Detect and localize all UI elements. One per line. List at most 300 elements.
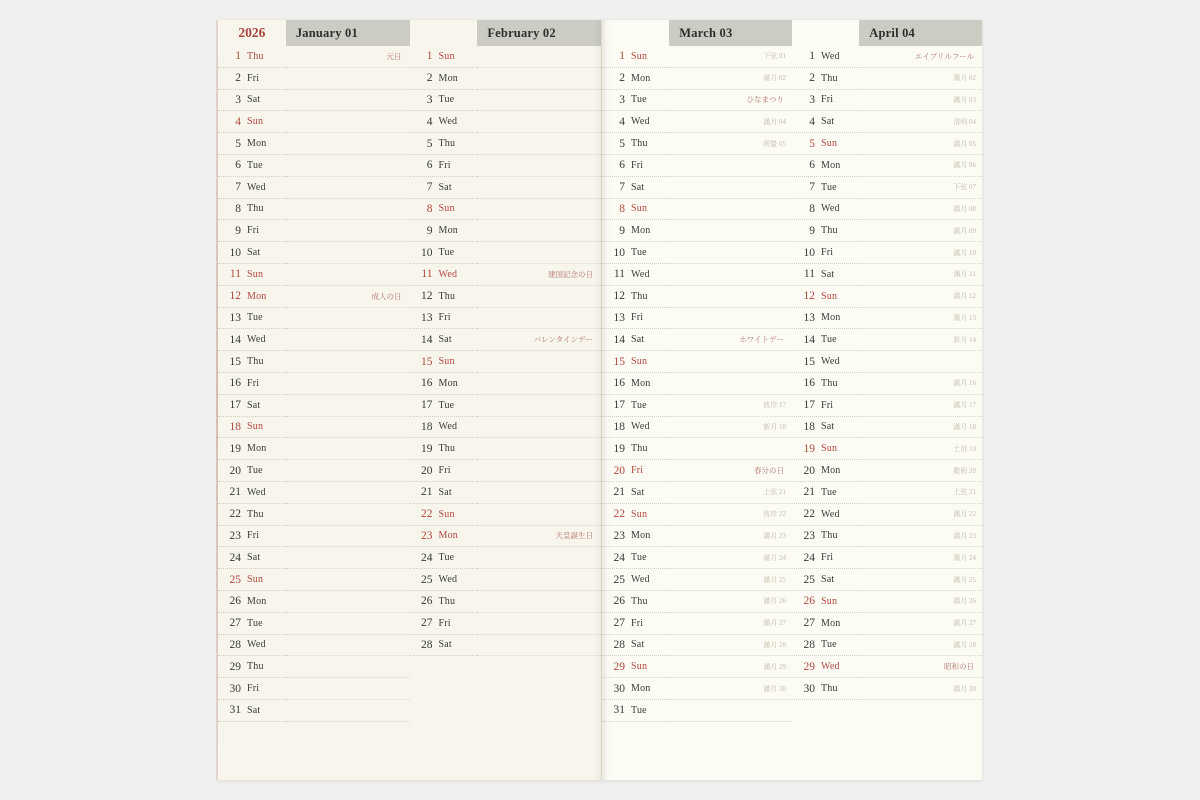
day-row[interactable] — [792, 90, 859, 112]
day-row[interactable] — [410, 460, 478, 482]
note-row[interactable] — [669, 111, 792, 133]
note-row[interactable] — [286, 656, 410, 678]
weekday-label: Sun — [438, 203, 455, 215]
note-row[interactable] — [477, 111, 601, 133]
note-row[interactable] — [859, 177, 982, 199]
note-row[interactable] — [477, 613, 601, 635]
day-row[interactable] — [602, 220, 669, 242]
day-row[interactable] — [410, 199, 478, 221]
day-row[interactable] — [410, 591, 478, 613]
note-row[interactable] — [286, 438, 410, 460]
day-row[interactable] — [410, 351, 478, 373]
note-row[interactable] — [669, 591, 792, 613]
note-row[interactable] — [669, 308, 792, 330]
day-row[interactable] — [792, 308, 859, 330]
note-row[interactable] — [286, 417, 410, 439]
note-row[interactable] — [859, 329, 982, 351]
day-number: 31 — [613, 704, 625, 717]
note-row[interactable] — [859, 635, 982, 657]
almanac-label: 滿月 09 — [953, 226, 976, 235]
note-row[interactable] — [669, 155, 792, 177]
day-row[interactable] — [218, 199, 286, 221]
almanac-label: 下弦 01 — [763, 52, 786, 61]
almanac-label: 上弦 21 — [763, 488, 786, 497]
day-row[interactable] — [792, 329, 859, 351]
note-row[interactable] — [286, 591, 410, 613]
weekday-label: Tue — [247, 312, 263, 324]
note-row[interactable] — [669, 678, 792, 700]
weekday-label: Tue — [438, 247, 455, 259]
note-filler — [477, 678, 601, 700]
note-row[interactable] — [286, 613, 410, 635]
day-row[interactable] — [410, 220, 478, 242]
day-number: 22 — [421, 508, 433, 521]
day-row[interactable] — [602, 547, 669, 569]
day-number: 4 — [235, 115, 241, 128]
note-row[interactable] — [859, 678, 982, 700]
day-row[interactable] — [602, 526, 669, 548]
note-row[interactable] — [477, 286, 601, 308]
day-row[interactable] — [218, 700, 286, 722]
weekday-label: Wed — [247, 334, 266, 346]
note-row[interactable] — [477, 220, 601, 242]
weekday-label: Wed — [821, 661, 840, 673]
note-row[interactable] — [859, 417, 982, 439]
day-row[interactable] — [218, 438, 286, 460]
weekday-label: Fri — [247, 683, 260, 694]
day-row[interactable] — [792, 656, 859, 678]
note-row[interactable] — [477, 155, 601, 177]
day-row[interactable] — [410, 547, 478, 569]
note-row[interactable] — [286, 569, 410, 591]
note-row[interactable] — [477, 482, 601, 504]
day-row[interactable] — [218, 133, 286, 155]
day-filler — [792, 700, 859, 722]
note-row[interactable] — [859, 547, 982, 569]
day-row[interactable] — [218, 46, 286, 68]
note-row[interactable] — [669, 656, 792, 678]
note-row[interactable] — [286, 220, 410, 242]
day-row[interactable] — [602, 591, 669, 613]
note-row[interactable] — [477, 46, 601, 68]
note-row[interactable] — [859, 591, 982, 613]
note-row[interactable] — [477, 177, 601, 199]
note-row[interactable] — [286, 504, 410, 526]
almanac-label: 滿月 27 — [953, 619, 976, 628]
note-row[interactable] — [477, 351, 601, 373]
weekday-label: Sat — [631, 486, 645, 498]
note-row[interactable] — [477, 504, 601, 526]
almanac-label: 滿月 05 — [953, 139, 976, 148]
day-row[interactable] — [602, 635, 669, 657]
day-row[interactable] — [602, 46, 669, 68]
note-row[interactable] — [477, 199, 601, 221]
day-number: 12 — [613, 290, 625, 303]
day-row[interactable] — [410, 482, 478, 504]
note-row[interactable] — [859, 155, 982, 177]
day-number: 14 — [229, 333, 241, 346]
day-row[interactable] — [602, 373, 669, 395]
note-row[interactable] — [669, 417, 792, 439]
day-row[interactable] — [792, 482, 859, 504]
day-row[interactable] — [410, 613, 478, 635]
day-row[interactable] — [410, 111, 478, 133]
note-row[interactable] — [286, 111, 410, 133]
note-row[interactable] — [286, 155, 410, 177]
note-row[interactable] — [669, 199, 792, 221]
day-row[interactable] — [218, 351, 286, 373]
day-row[interactable] — [602, 504, 669, 526]
day-row[interactable] — [792, 220, 859, 242]
day-row[interactable] — [792, 133, 859, 155]
note-row[interactable] — [669, 46, 792, 68]
day-row[interactable] — [218, 613, 286, 635]
almanac-label: 滿月 22 — [953, 510, 976, 519]
note-row[interactable] — [286, 482, 410, 504]
day-row[interactable] — [218, 678, 286, 700]
note-row[interactable] — [477, 635, 601, 657]
note-row[interactable] — [286, 395, 410, 417]
note-row[interactable] — [859, 133, 982, 155]
day-row[interactable] — [792, 591, 859, 613]
day-row[interactable] — [218, 220, 286, 242]
note-row[interactable] — [859, 286, 982, 308]
day-number: 2 — [426, 72, 433, 85]
weekday-label: Wed — [247, 486, 266, 498]
day-row[interactable] — [410, 438, 478, 460]
note-row[interactable] — [859, 613, 982, 635]
day-row[interactable] — [410, 329, 478, 351]
day-number: 13 — [229, 311, 241, 324]
note-row[interactable] — [859, 351, 982, 373]
day-row[interactable] — [410, 133, 478, 155]
event-label: 元日 — [386, 51, 402, 61]
day-row[interactable] — [218, 591, 286, 613]
day-row[interactable] — [792, 526, 859, 548]
day-row[interactable] — [218, 177, 286, 199]
day-row[interactable] — [218, 656, 286, 678]
note-row[interactable] — [286, 199, 410, 221]
note-row[interactable] — [286, 547, 410, 569]
day-row[interactable] — [792, 635, 859, 657]
day-row[interactable] — [602, 155, 669, 177]
day-row[interactable] — [602, 329, 669, 351]
day-row[interactable] — [792, 460, 859, 482]
day-number: 2 — [809, 72, 815, 85]
day-row[interactable] — [218, 417, 286, 439]
note-row[interactable] — [286, 90, 410, 112]
note-row[interactable] — [477, 460, 601, 482]
day-number: 21 — [613, 486, 625, 499]
note-row[interactable] — [859, 504, 982, 526]
day-row[interactable] — [792, 613, 859, 635]
note-row[interactable] — [859, 308, 982, 330]
note-row[interactable] — [477, 569, 601, 591]
note-row[interactable] — [286, 242, 410, 264]
note-filler — [477, 700, 601, 722]
note-row[interactable] — [477, 547, 601, 569]
note-row[interactable] — [286, 351, 410, 373]
day-row[interactable] — [602, 678, 669, 700]
day-row[interactable] — [218, 373, 286, 395]
note-row[interactable] — [286, 68, 410, 90]
day-row[interactable] — [792, 46, 859, 68]
day-number: 22 — [803, 508, 815, 521]
note-row[interactable] — [477, 264, 601, 286]
day-number: 7 — [809, 181, 815, 194]
note-row[interactable] — [286, 526, 410, 548]
note-row[interactable] — [669, 90, 792, 112]
day-row[interactable] — [410, 46, 478, 68]
note-row[interactable] — [859, 395, 982, 417]
day-row[interactable] — [410, 90, 478, 112]
day-row[interactable] — [410, 569, 478, 591]
almanac-label: 滿月 02 — [763, 74, 786, 83]
weekday-label: Sun — [821, 138, 838, 150]
note-row[interactable] — [859, 569, 982, 591]
day-number: 13 — [421, 311, 433, 324]
note-row[interactable] — [669, 526, 792, 548]
day-number: 17 — [229, 399, 241, 412]
day-list — [410, 46, 478, 722]
note-row[interactable] — [859, 482, 982, 504]
day-row[interactable] — [792, 155, 859, 177]
note-row[interactable] — [286, 133, 410, 155]
note-row[interactable] — [859, 656, 982, 678]
note-row[interactable] — [286, 46, 410, 68]
day-number: 3 — [235, 93, 241, 106]
day-row[interactable] — [218, 90, 286, 112]
note-row[interactable] — [477, 329, 601, 351]
day-row[interactable] — [410, 417, 478, 439]
column-head-blank — [410, 20, 478, 46]
day-row[interactable] — [218, 286, 286, 308]
day-row[interactable] — [792, 547, 859, 569]
note-row[interactable] — [859, 111, 982, 133]
note-row[interactable] — [477, 68, 601, 90]
day-row[interactable] — [602, 438, 669, 460]
weekday-label: Sun — [438, 508, 455, 520]
weekday-label: Fri — [438, 617, 451, 629]
note-row[interactable] — [286, 460, 410, 482]
day-row[interactable] — [602, 417, 669, 439]
note-row[interactable] — [477, 242, 601, 264]
note-row[interactable] — [859, 460, 982, 482]
day-row[interactable] — [792, 438, 859, 460]
note-row[interactable] — [477, 90, 601, 112]
day-row[interactable] — [602, 90, 669, 112]
day-row[interactable] — [410, 373, 478, 395]
day-row[interactable] — [410, 635, 478, 657]
day-row[interactable] — [410, 177, 478, 199]
day-row[interactable] — [602, 111, 669, 133]
day-row[interactable] — [602, 264, 669, 286]
note-row[interactable] — [669, 482, 792, 504]
note-row[interactable] — [286, 635, 410, 657]
day-row[interactable] — [218, 264, 286, 286]
note-row[interactable] — [859, 526, 982, 548]
weekday-label: Thu — [821, 377, 838, 389]
day-row[interactable] — [792, 242, 859, 264]
day-row[interactable] — [792, 373, 859, 395]
day-row[interactable] — [410, 155, 478, 177]
day-row[interactable] — [218, 155, 286, 177]
day-row[interactable] — [602, 395, 669, 417]
day-row[interactable] — [602, 133, 669, 155]
note-row[interactable] — [477, 526, 601, 548]
almanac-label: 滿月 13 — [953, 313, 976, 322]
day-row[interactable] — [218, 547, 286, 569]
day-row[interactable] — [602, 286, 669, 308]
note-row[interactable] — [669, 504, 792, 526]
day-row[interactable] — [218, 68, 286, 90]
almanac-label: 滿月 04 — [763, 117, 786, 126]
day-row[interactable] — [410, 504, 478, 526]
day-row[interactable] — [602, 700, 669, 722]
day-row[interactable] — [410, 286, 478, 308]
note-row[interactable] — [859, 199, 982, 221]
day-row[interactable] — [792, 678, 859, 700]
day-row[interactable] — [602, 613, 669, 635]
note-row[interactable] — [669, 177, 792, 199]
note-row[interactable] — [859, 90, 982, 112]
note-row[interactable] — [859, 264, 982, 286]
day-row[interactable] — [602, 656, 669, 678]
note-row[interactable] — [669, 220, 792, 242]
weekday-label: Wed — [438, 574, 458, 586]
day-row[interactable] — [792, 504, 859, 526]
day-number: 10 — [229, 246, 241, 259]
note-row[interactable] — [669, 613, 792, 635]
note-row[interactable] — [669, 242, 792, 264]
note-row[interactable] — [669, 68, 792, 90]
day-row[interactable] — [218, 460, 286, 482]
day-row[interactable] — [792, 569, 859, 591]
day-row[interactable] — [602, 569, 669, 591]
note-row[interactable] — [669, 635, 792, 657]
note-row[interactable] — [286, 373, 410, 395]
day-number: 16 — [613, 377, 625, 390]
day-row[interactable] — [792, 351, 859, 373]
note-row[interactable] — [859, 68, 982, 90]
day-row[interactable] — [792, 417, 859, 439]
note-row[interactable] — [477, 591, 601, 613]
day-number: 25 — [229, 573, 241, 586]
note-row[interactable] — [477, 417, 601, 439]
note-row[interactable] — [669, 264, 792, 286]
day-row[interactable] — [218, 242, 286, 264]
day-number: 13 — [803, 311, 815, 324]
weekday-label: Sun — [438, 50, 455, 62]
note-row[interactable] — [286, 308, 410, 330]
day-row[interactable] — [218, 635, 286, 657]
day-row[interactable] — [410, 264, 478, 286]
day-row[interactable] — [218, 111, 286, 133]
day-row[interactable] — [602, 199, 669, 221]
note-row[interactable] — [859, 438, 982, 460]
weekday-label: Thu — [438, 595, 456, 607]
note-row[interactable] — [477, 373, 601, 395]
day-row[interactable] — [218, 329, 286, 351]
notes-list — [859, 46, 982, 722]
day-row[interactable] — [602, 68, 669, 90]
day-row[interactable] — [602, 242, 669, 264]
day-row[interactable] — [218, 395, 286, 417]
note-row[interactable] — [859, 46, 982, 68]
note-row[interactable] — [859, 220, 982, 242]
day-row[interactable] — [602, 351, 669, 373]
day-row[interactable] — [218, 482, 286, 504]
note-row[interactable] — [286, 700, 410, 722]
note-row[interactable] — [859, 373, 982, 395]
day-row[interactable] — [792, 177, 859, 199]
note-row[interactable] — [477, 308, 601, 330]
day-row[interactable] — [602, 308, 669, 330]
day-number: 11 — [803, 268, 815, 281]
day-row[interactable] — [410, 242, 478, 264]
day-row[interactable] — [218, 526, 286, 548]
weekday-label: Tue — [631, 704, 647, 716]
day-row[interactable] — [792, 286, 859, 308]
day-row[interactable] — [218, 504, 286, 526]
note-row[interactable] — [669, 438, 792, 460]
day-row[interactable] — [410, 526, 478, 548]
note-row[interactable] — [669, 286, 792, 308]
note-row[interactable] — [477, 133, 601, 155]
note-row[interactable] — [286, 264, 410, 286]
note-row[interactable] — [669, 547, 792, 569]
note-row[interactable] — [669, 460, 792, 482]
weekday-label: Tue — [631, 552, 647, 564]
day-row[interactable] — [410, 395, 478, 417]
day-row[interactable] — [602, 460, 669, 482]
day-number: 15 — [803, 355, 815, 368]
note-row[interactable] — [477, 395, 601, 417]
day-row[interactable] — [602, 482, 669, 504]
day-row[interactable] — [602, 177, 669, 199]
note-row[interactable] — [477, 438, 601, 460]
day-row[interactable] — [792, 395, 859, 417]
day-row[interactable] — [792, 199, 859, 221]
day-number: 8 — [809, 202, 815, 215]
day-row[interactable] — [792, 264, 859, 286]
note-row[interactable] — [669, 395, 792, 417]
day-row[interactable] — [410, 68, 478, 90]
day-row[interactable] — [218, 569, 286, 591]
note-row[interactable] — [286, 678, 410, 700]
note-row[interactable] — [669, 133, 792, 155]
note-row[interactable] — [669, 351, 792, 373]
day-row[interactable] — [792, 68, 859, 90]
almanac-label: 滿月 27 — [763, 619, 786, 628]
note-row[interactable] — [286, 177, 410, 199]
note-row[interactable] — [669, 569, 792, 591]
note-row[interactable] — [669, 373, 792, 395]
weekday-label: Fri — [247, 377, 260, 389]
note-row[interactable] — [859, 242, 982, 264]
day-number: 19 — [229, 442, 241, 455]
note-row[interactable] — [286, 329, 410, 351]
month-day-column-3 — [602, 20, 669, 780]
notes-list — [477, 46, 601, 722]
day-row[interactable] — [792, 111, 859, 133]
note-row[interactable] — [669, 329, 792, 351]
day-row[interactable] — [410, 308, 478, 330]
weekday-label: Thu — [247, 203, 264, 215]
note-row[interactable] — [669, 700, 792, 722]
day-row[interactable] — [218, 308, 286, 330]
note-row[interactable] — [286, 286, 410, 308]
